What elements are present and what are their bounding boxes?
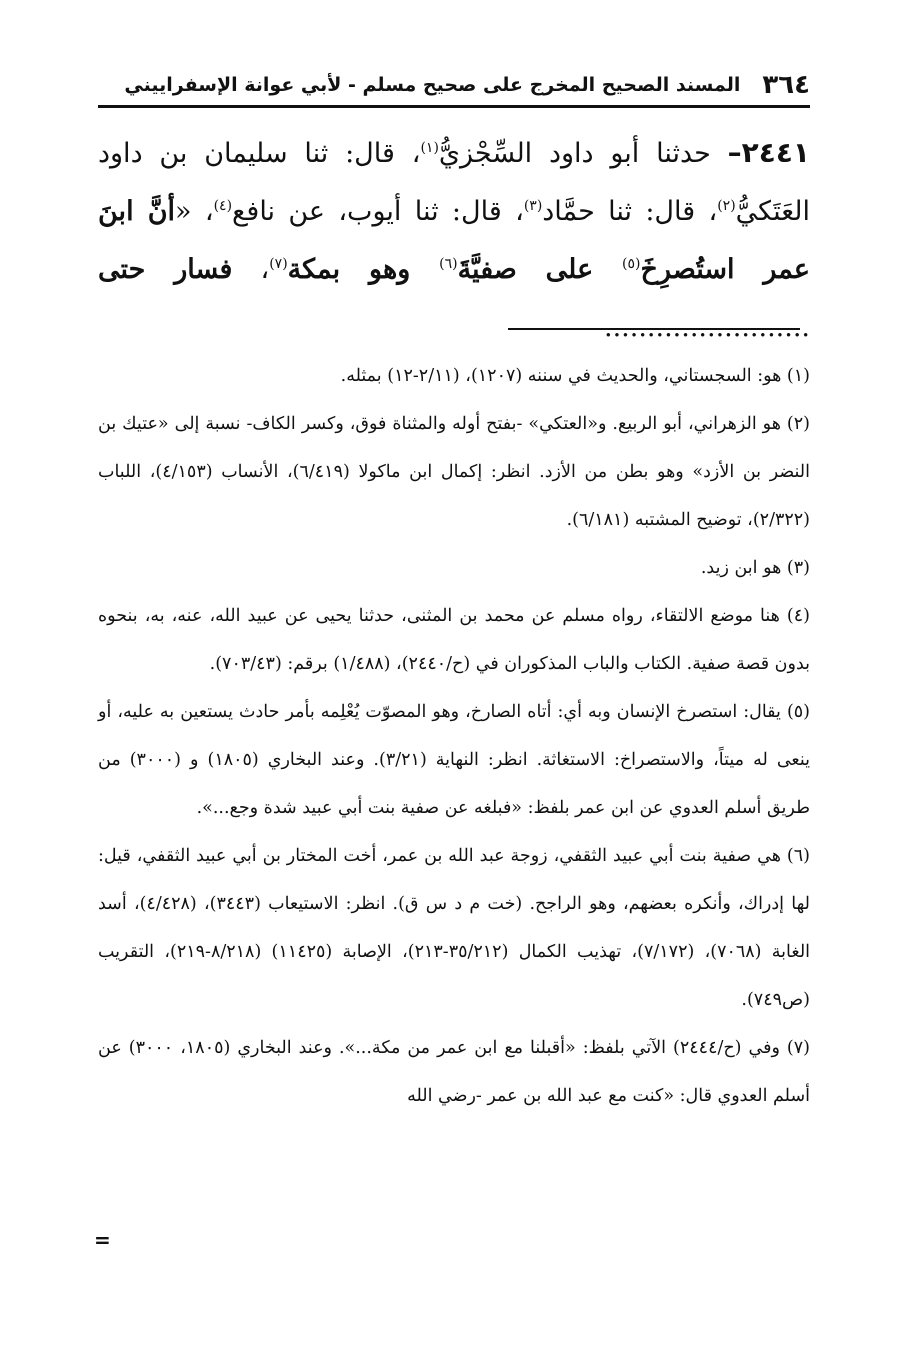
hadith-matn: فسار حتى: [98, 254, 233, 285]
footnote-6: (٦) هي صفية بنت أبي عبيد الثقفي، زوجة عبد الله بن عمر، أخت المختار بن أبي عبيد الثقفي، قيل: لها إدراك، وأنكره بعضهم، وهو الراجح. (خت م د س ق). انظر: الاستيعاب (٣٤٤٣)، (٤/٤٢٨)، أسد الغابة (٧٠٦٨)، (٧/١٧٢)، تهذيب الكمال (٣٥/٢١٢-٢١٣)، الإصابة (١١٤٢٥) (٨/٢١٨-٢١٩)، التقريب (ص٧٤٩).: [98, 846, 811, 1010]
hadith-matn: أنَّ ابنَ عمر استُصرِخَ: [98, 196, 810, 285]
continuation-mark: =: [94, 1228, 111, 1252]
footnote-ref: (٤): [213, 198, 233, 214]
footnote-ref: (٦): [439, 256, 458, 272]
hadith-number: ٢٤٤١–: [727, 136, 810, 169]
hadith-segment: حدثنا أبو داود السِّجْزيُّ: [438, 138, 728, 169]
hadith-matn: على صفيَّةَ: [457, 254, 623, 285]
hadith-segment: ، قال: ثنا أيوب، عن نافع: [232, 196, 524, 227]
footnotes: [98, 352, 810, 1120]
footnote-5: (٥) يقال: استصرخ الإنسان وبه أي: أتاه الصارخ، وهو المصوّت يُعْلِمه بأمر حادث يستعين به عليه، أو ينعى له ميتاً، والاستصراخ: الاستغاثة. انظر: النهاية (٣/٢١). وعند البخاري (١٨٠٥) و (٣٠٠٠) من طريق أسلم العدوي عن ابن عمر بلفظ: «فبلغه عن صفية بنت أبي عبيد شدة وجع...».: [98, 702, 810, 818]
footnote-3: (٣) هو ابن زيد.: [700, 558, 810, 578]
footnote-4: (٤) هنا موضع الالتقاء، رواه مسلم عن محمد بن المثنى، حدثنا يحيى عن عبيد الله، عنه، به، بنحوه بدون قصة صفية. الكتاب والباب المذكوران في (ح/٢٤٤٠)، (١/٤٨٨) برقم: (٧٠٣/٤٣).: [98, 606, 810, 674]
footnote-2: (٢) هو الزهراني، أبو الربيع. و«العتكي» -بفتح أوله والمثناة فوق، وكسر الكاف- نسبة إلى «عتيك بن النضر بن الأزد» وهو بطن من الأزد. انظر: إكمال ابن ماكولا (٦/٤١٩)، الأنساب (٤/١٥٣)، اللباب (٢/٣٢٢)، توضيح المشتبه (٦/١٨١).: [98, 414, 811, 530]
footnote-ref: (٥): [622, 256, 641, 272]
hadith-text: [98, 124, 810, 357]
footnote-separator: [508, 328, 800, 330]
footnote-ref: (٢): [717, 198, 736, 214]
continuation-dots: ........................: [604, 312, 810, 343]
page-number: ٣٦٤: [762, 69, 810, 100]
hadith-segment: ، قال: ثنا حمَّاد: [542, 196, 718, 227]
footnote-ref: (١): [420, 140, 439, 156]
footnote-7: (٧) وفي (ح/٢٤٤٤) الآتي بلفظ: «أقبلنا مع ابن عمر من مكة...». وعند البخاري (١٨٠٥، ٣٠٠٠) عن أسلم العدوي قال: «كنت مع عبد الله بن عمر -رضي الله: [98, 1038, 810, 1106]
hadith-segment: ، قال: ثنا سليمان بن داود العَتَكيُّ: [98, 138, 810, 227]
hadith-matn: وهو بمكة: [287, 254, 440, 285]
running-header: [98, 68, 810, 108]
footnote-1: (١) هو: السجستاني، والحديث في سننه (١٢٠٧)، (٢/١١-١٢) بمثله.: [340, 366, 810, 386]
hadith-segment: ،: [232, 254, 270, 285]
hadith-segment: ، «: [175, 196, 214, 227]
header-title: المسند الصحيح المخرج على صحيح مسلم - لأبي عوانة الإسفراييني: [124, 73, 741, 96]
footnote-ref: (٣): [523, 198, 543, 214]
footnote-ref: (٧): [269, 256, 288, 272]
